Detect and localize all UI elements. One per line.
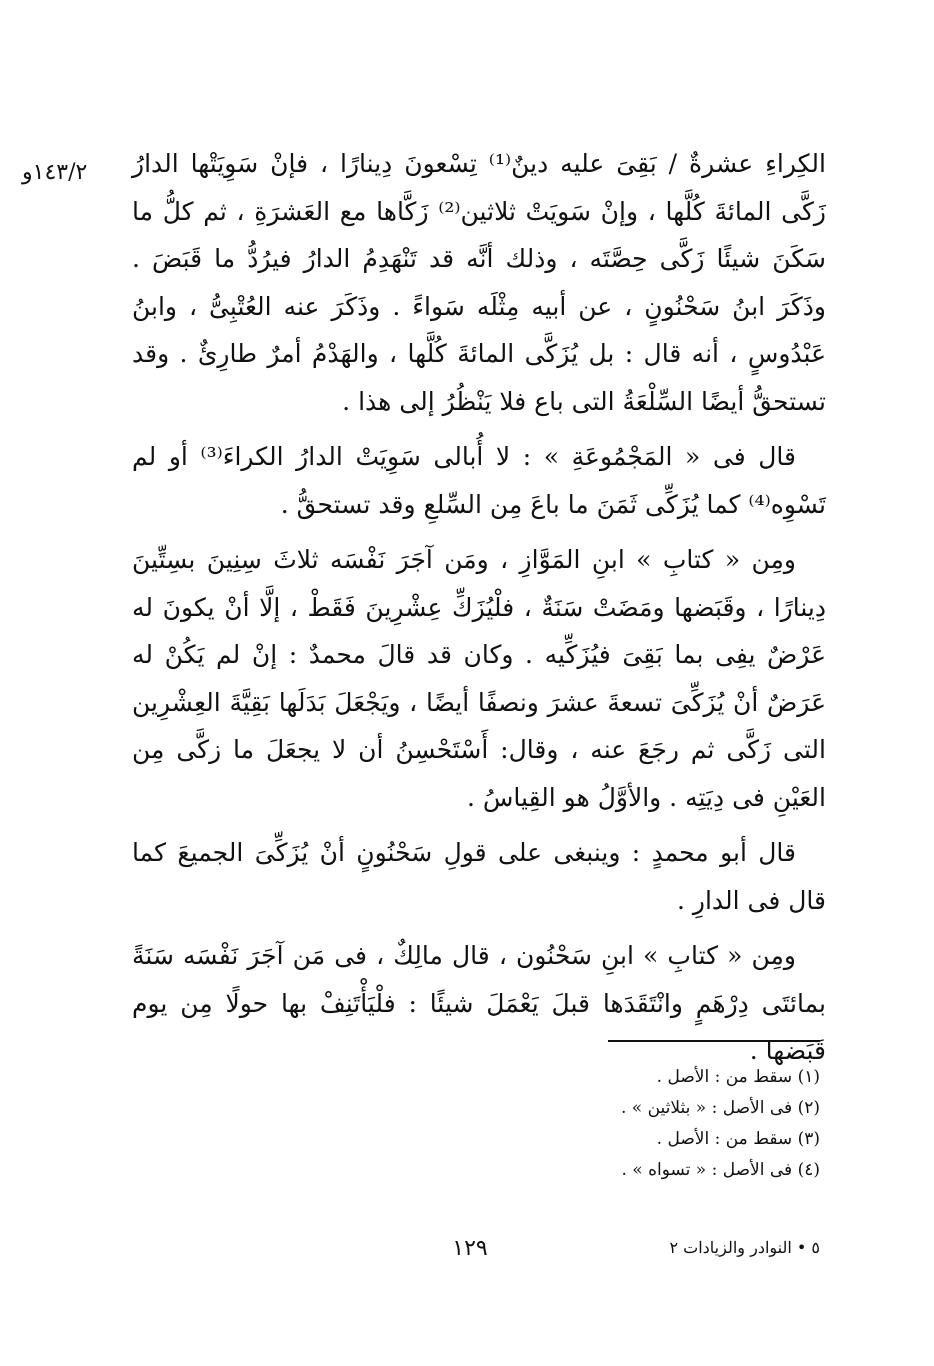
footnote-2: (٢) فى الأصل : « بثلاثين » .: [620, 1098, 820, 1118]
paragraph-3: ومِن « كتابِ » ابنِ المَوَّازِ ، ومَن آجَرَ نَفْسَه ثلاثَ سِنِينَ بسِتِّينَ دِينارًا ، وقَبَضها ومَضَتْ سَنَةٌ ، فلْيُزَكِّ عِشْرِينَ فَقَطْ ، إلَّا أنْ يكونَ له عَرْضٌ يفِى بما بَقِىَ فيُزَكِّيه . وكان قد قالَ محمدٌ : إنْ لم يَكُنْ له عَرَضٌ أنْ يُزَكِّىَ تسعةَ عشرَ ونصفًا أيضًا ، ويَجْعَلَ بَدَلَها بَقِيَّةَ العِشْرِين التى زَكَّى ثم رجَعَ عنه ، وقال: أَسْتَحْسِنُ أن لا يجعَلَ ما زكَّى مِن العَيْنِ فى دِيَتِه . والأوَّلُ هو القِياسُ .: [132, 545, 826, 812]
footnote-divider: [608, 1040, 820, 1042]
paragraph-1: الكِراءِ عشرةٌ / بَقِىَ عليه دينٌ⁽¹⁾ تِسْعونَ دِينارًا ، فإنْ سَوِيَتْها الدارُ زَكَّى المائةَ كُلَّها ، وإنْ سَويَتْ ثلاثين⁽²⁾ زَكَّاها مع العَشرَةِ ، ثم كلُّ ما سَكَنَ شيئًا زَكَّى حِصَّتَه ، وذلك أنَّه قد تَنْهَدِمُ الدارُ فيرُدُّ ما قَبَضَ . وذَكَرَ ابنُ سَحْنُونٍ ، عن أبيه مِثْلَه سَواءً . وذَكَرَ عنه العُتْبِىُّ ، وابنُ عَبْدُوسٍ ، أنه قال : بل يُزَكَّى المائةَ كُلَّها ، والهَدْمُ أمرٌ طارِئٌ . وقد تستحقُّ أيضًا السِّلْعَةُ التى باع فلا يَنْظُرُ إلى هذا .: [132, 149, 826, 416]
main-text: [132, 140, 826, 1075]
paragraph-5: ومِن « كتابِ » ابنِ سَحْنُون ، قال مالِكٌ ، فى مَن آجَرَ نَفْسَه سَنَةً بمائتَى دِرْهَمٍ وانْتَقَدَها قبلَ يَعْمَلَ شيئًا : فلْيَأْتَنِفْ بها حولًا مِن يوم قَبَضها .: [132, 941, 826, 1065]
footnote-1: (١) سقط من : الأصل .: [656, 1067, 820, 1087]
running-footer: ٥ • النوادر والزيادات ٢: [669, 1238, 820, 1257]
page-number: ١٢٩: [452, 1236, 488, 1261]
paragraph-4: قال أبو محمدٍ : وينبغى على قولِ سَحْنُونٍ أنْ يُزَكِّىَ الجميعَ كما قال فى الدارِ .: [132, 838, 826, 915]
footnote-4: (٤) فى الأصل : « تسواه » .: [621, 1160, 820, 1180]
margin-folio-reference: ١٤٣/٢و: [22, 160, 88, 185]
paragraph-2: قال فى « المَجْمُوعَةِ » : لا أُبالى سَوِيَتْ الدارُ الكراءَ⁽³⁾ أو لم تَسْوِه⁽⁴⁾ كما يُزَكِّى ثَمَنَ ما باعَ مِن السِّلعِ وقد تستحقُّ .: [132, 442, 826, 519]
footnotes: [420, 1062, 820, 1186]
footnote-3: (٣) سقط من : الأصل .: [656, 1129, 820, 1149]
